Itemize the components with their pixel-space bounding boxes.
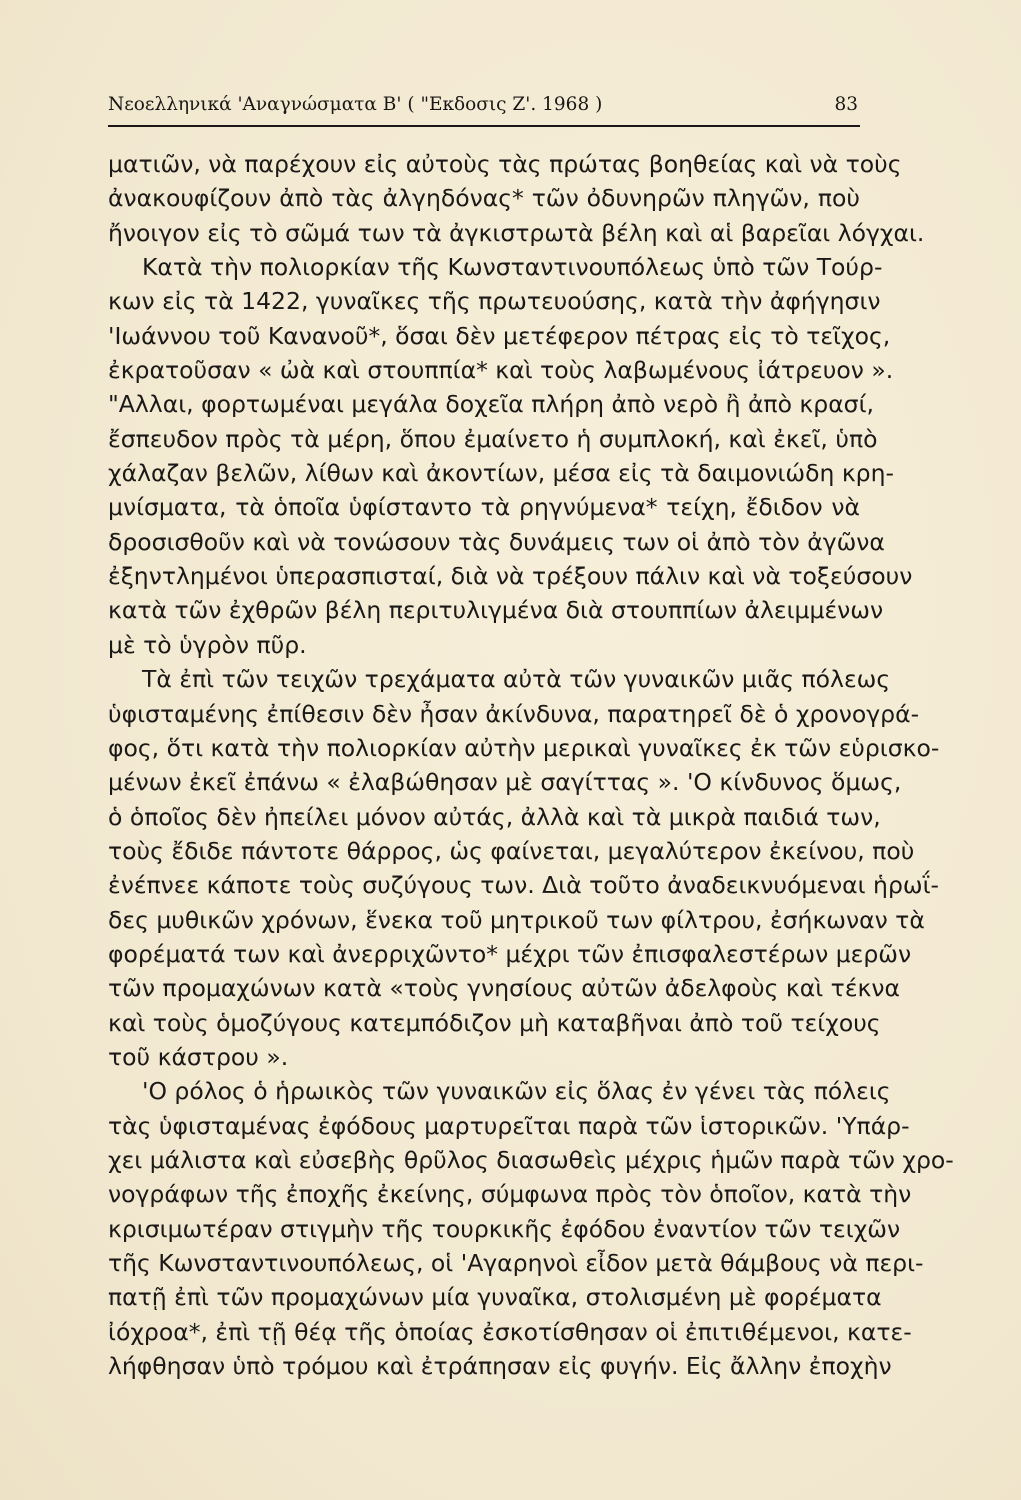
- text-line: ἤνοιγον εἰς τὸ σῶμά των τὰ ἀγκιστρωτὰ βέλη καὶ αἱ βαρεῖαι λόγχαι.: [108, 218, 925, 247]
- text-line: 'Ιωάννου τοῦ Κανανοῦ*, ὅσαι δὲν μετέφερον πέτρας εἰς τὸ τεῖχος,: [108, 321, 891, 350]
- text-line: ἀνακουφίζουν ἀπὸ τὰς ἀλγηδόνας* τῶν ὀδυνηρῶν πληγῶν, ποὺ: [108, 184, 860, 213]
- text-line: τὰς ὑφισταμένας ἐφόδους μαρτυρεῖται παρὰ τῶν ἱστορικῶν. 'Υπάρ-: [108, 1111, 910, 1140]
- text-line: καὶ τοὺς ὁμοζύγους κατεμπόδιζον μὴ καταβῆναι ἀπὸ τοῦ τείχους: [108, 1008, 881, 1037]
- text-line: Κατὰ τὴν πολιορκίαν τῆς Κωνσταντινουπόλεως ὑπὸ τῶν Τούρ-: [142, 253, 883, 282]
- text-line: νογράφων τῆς ἐποχῆς ἐκείνης, σύμφωνα πρὸς τὸν ὁποῖον, κατὰ τὴν: [108, 1180, 912, 1209]
- text-line: τοῦ κάστρου ».: [108, 1042, 289, 1071]
- text-line: χάλαζαν βελῶν, λίθων καὶ ἀκοντίων, μέσα εἰς τὰ δαιμονιώδη κρη-: [108, 459, 894, 488]
- text-line: κων εἰς τὰ 1422, γυναῖκες τῆς πρωτευούσης, κατὰ τὴν ἀφήγησιν: [108, 287, 881, 316]
- text-line: φορέματά των καὶ ἀνερριχῶντο* μέχρι τῶν ἐπισφαλεστέρων μερῶν: [108, 939, 912, 968]
- text-line: πατῇ ἐπὶ τῶν προμαχώνων μία γυναῖκα, στολισμένη μὲ φορέματα: [108, 1283, 882, 1312]
- text-line: ἐνέπνεε κάποτε τοὺς συζύγους των. Διὰ τοῦτο ἀναδεικνυόμεναι ἡρωΐ-: [108, 871, 939, 900]
- text-line: ἐξηντλημένοι ὑπερασπισταί, διὰ νὰ τρέξουν πάλιν καὶ νὰ τοξεύσουν: [108, 562, 913, 591]
- body-text: [108, 147, 954, 1383]
- header-rule: [108, 125, 860, 127]
- text-line: μνίσματα, τὰ ὁποῖα ὑφίσταντο τὰ ρηγνύμενα* τείχη, ἔδιδον νὰ: [108, 493, 860, 522]
- text-line: 'Ο ρόλος ὁ ἡρωικὸς τῶν γυναικῶν εἰς ὅλας ἐν γένει τὰς πόλεις: [142, 1077, 891, 1106]
- text-line: φος, ὅτι κατὰ τὴν πολιορκίαν αὐτὴν μερικαὶ γυναῖκες ἐκ τῶν εὑρισκο-: [108, 733, 940, 762]
- page-header: [108, 88, 860, 124]
- text-line: μὲ τὸ ὑγρὸν πῦρ.: [108, 630, 307, 659]
- text-line: τῶν προμαχώνων κατὰ «τοὺς γνησίους αὐτῶν ἀδελφοὺς καὶ τέκνα: [108, 974, 901, 1003]
- text-line: ἐκρατοῦσαν « ὠὰ καὶ στουππία* καὶ τοὺς λαβωμένους ἰάτρευον ».: [108, 356, 894, 385]
- page-number: 83: [834, 94, 858, 115]
- text-line: μένων ἐκεῖ ἐπάνω « ἐλαβώθησαν μὲ σαγίττας ». 'Ο κίνδυνος ὅμως,: [108, 768, 902, 797]
- text-line: ὑφισταμένης ἐπίθεσιν δὲν ἦσαν ἀκίνδυνα, παρατηρεῖ δὲ ὁ χρονογρά-: [108, 699, 920, 728]
- text-line: κατὰ τῶν ἐχθρῶν βέλη περιτυλιγμένα διὰ στουππίων ἀλειμμένων: [108, 596, 884, 625]
- text-line: ἔσπευδον πρὸς τὰ μέρη, ὅπου ἐμαίνετο ἡ συμπλοκή, καὶ ἐκεῖ, ὑπὸ: [108, 424, 878, 453]
- text-line: κρισιμωτέραν στιγμὴν τῆς τουρκικῆς ἐφόδου ἐναντίον τῶν τειχῶν: [108, 1214, 901, 1243]
- text-line: Τὰ ἐπὶ τῶν τειχῶν τρεχάματα αὐτὰ τῶν γυναικῶν μιᾶς πόλεως: [142, 665, 891, 694]
- text-line: δροσισθοῦν καὶ νὰ τονώσουν τὰς δυνάμεις των οἱ ἀπὸ τὸν ἀγῶνα: [108, 527, 885, 556]
- text-line: τῆς Κωνσταντινουπόλεως, οἱ 'Αγαρηνοὶ εἶδον μετὰ θάμβους νὰ περι-: [108, 1249, 924, 1277]
- text-line: ἰόχροα*, ἐπὶ τῇ θέᾳ τῆς ὁποίας ἐσκοτίσθησαν οἱ ἐπιτιθέμενοι, κατε-: [108, 1317, 912, 1346]
- text-line: τοὺς ἔδιδε πάντοτε θάρρος, ὡς φαίνεται, μεγαλύτερον ἐκείνου, ποὺ: [108, 836, 915, 865]
- text-line: λήφθησαν ὑπὸ τρόμου καὶ ἐτράπησαν εἰς φυγήν. Εἰς ἄλλην ἐποχὴν: [108, 1352, 892, 1381]
- text-line: "Αλλαι, φορτωμέναι μεγάλα δοχεῖα πλήρη ἀπὸ νερὸ ἢ ἀπὸ κρασί,: [108, 390, 874, 419]
- text-line: ὁ ὁποῖος δὲν ἠπείλει μόνον αὐτάς, ἀλλὰ καὶ τὰ μικρὰ παιδιά των,: [108, 802, 881, 831]
- text-line: δες μυθικῶν χρόνων, ἕνεκα τοῦ μητρικοῦ των φίλτρου, ἐσήκωναν τὰ: [108, 905, 925, 934]
- text-line: χει μάλιστα καὶ εὐσεβὴς θρῦλος διασωθεὶς μέχρις ἡμῶν παρὰ τῶν χρο-: [108, 1145, 954, 1174]
- running-title: Νεοελληνικά 'Αναγνώσματα Β' ( "Εκδοσις Ζ'. 1968 ): [108, 94, 603, 115]
- text-line: ματιῶν, νὰ παρέχουν εἰς αὐτοὺς τὰς πρώτας βοηθείας καὶ νὰ τοὺς: [108, 150, 902, 178]
